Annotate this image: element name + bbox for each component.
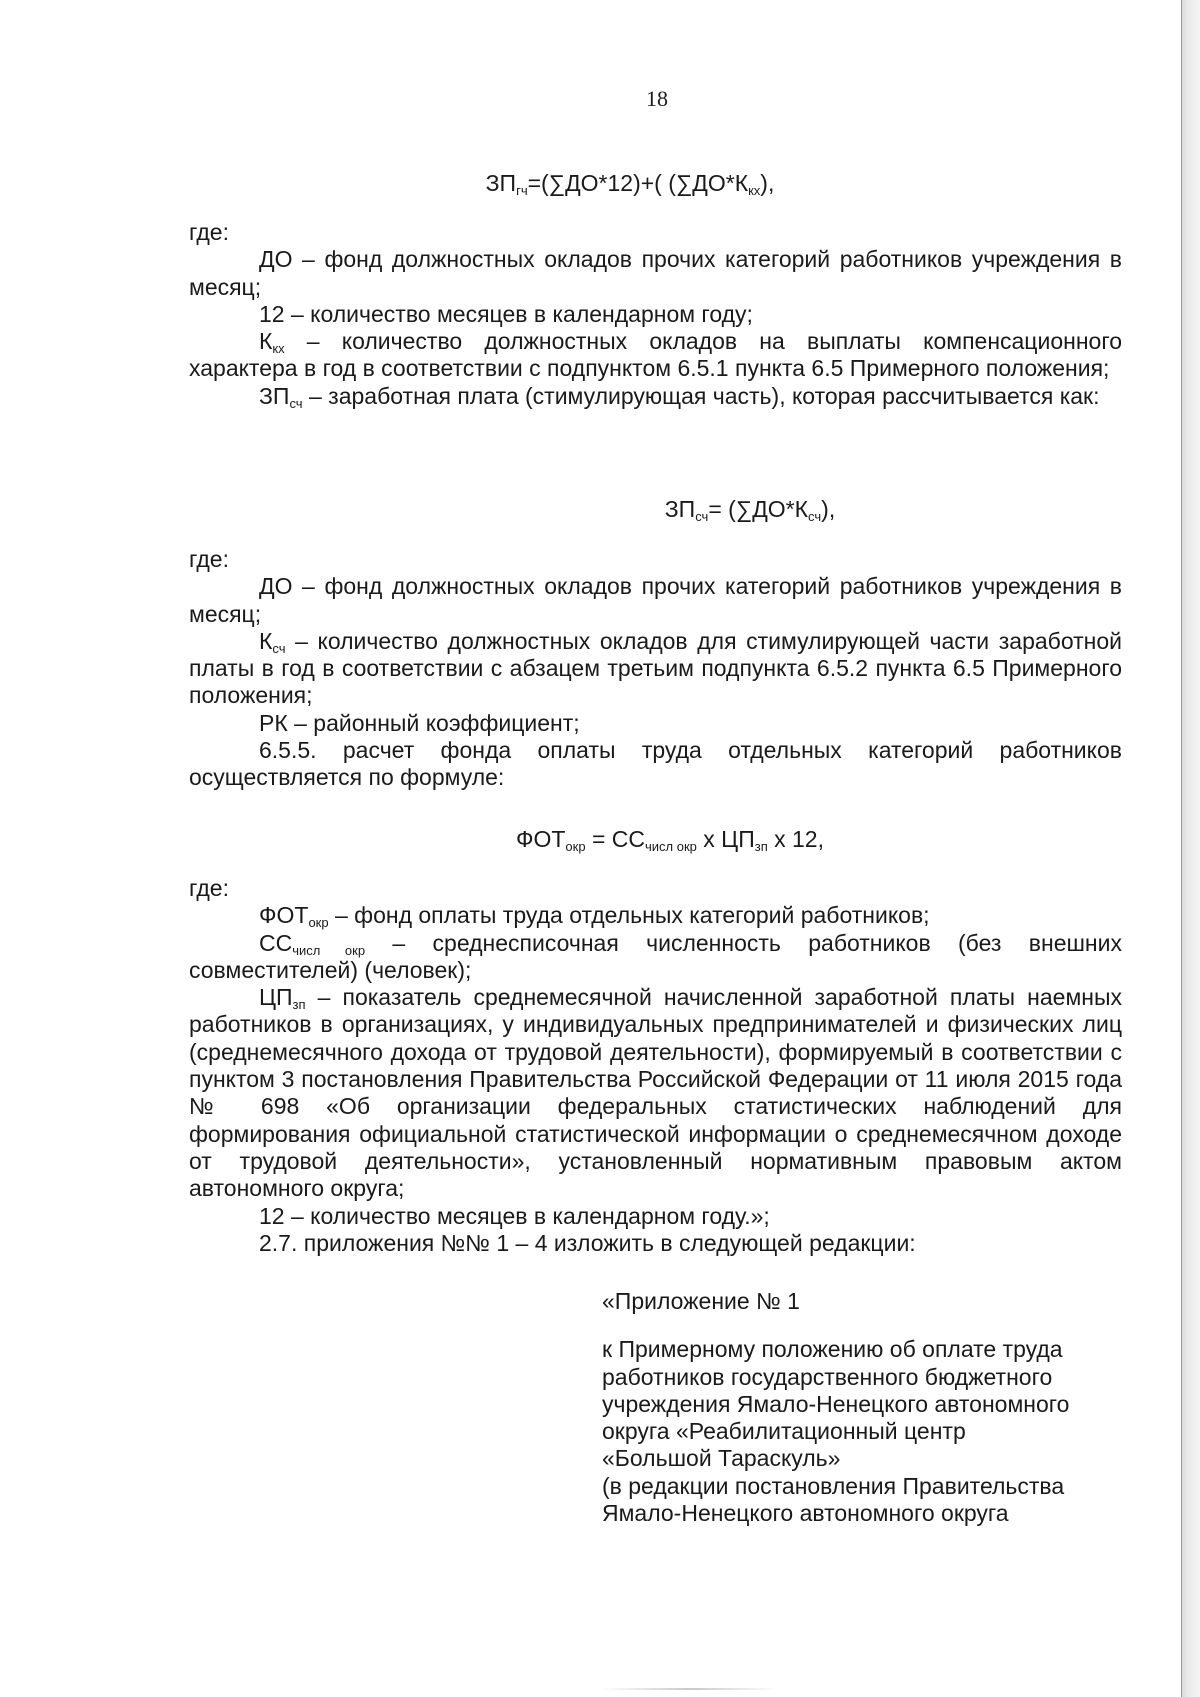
appendix-line: Ямало-Ненецкого автономного округа [602, 1500, 1009, 1527]
formula-symbol: ЗП [664, 496, 696, 522]
appendix-line: округа «Реабилитационный центр [602, 1418, 966, 1445]
definitions-block-1 [189, 219, 1122, 410]
formula-subscript: сч [695, 509, 709, 524]
where-label: где: [189, 219, 229, 245]
appendix-line: учреждения Ямало-Ненецкого автономного [602, 1390, 1070, 1417]
appendix-line: (в редакции постановления Правительства [602, 1472, 1065, 1499]
formula-symbol: ФОТ [515, 826, 566, 852]
formula-symbol: ЗП [485, 170, 517, 196]
clause-6-5-5: 6.5.5. расчет фонда оплаты труда отдельных категорий работников осуществляется по формуле: [189, 737, 1122, 791]
clause-2-7: 2.7. приложения №№ 1 – 4 изложить в следующей редакции: [259, 1229, 916, 1256]
scan-page-edge [1181, 0, 1200, 1697]
definition-k-kx: $К_{кх}$ – количество должностных окладов на выплаты компенсационного характера в год в соответствии с подпунктом 6.5.1 пункта 6.5 Примерного положения; [189, 328, 1122, 382]
formula-zp-gch [150, 170, 1110, 197]
definitions-block-3 [189, 875, 1122, 1257]
formula-subscript: зп [754, 839, 768, 854]
appendix-heading [602, 1288, 1142, 1527]
scan-artifact [600, 1688, 780, 1690]
formula-expression: = (∑ДО*К [708, 496, 809, 522]
formula-subscript: окр [565, 839, 586, 854]
formula-expression: =(∑ДО*12)+( (∑ДО*К [527, 170, 749, 196]
where-label: где: [189, 875, 229, 901]
definition-zp-sch: $ЗП_{сч}$ – заработная плата (стимулирующая часть), которая рассчитывается как: [259, 382, 1100, 411]
definition-do: ДО – фонд должностных окладов прочих категорий работников учреждения в месяц; [189, 246, 1122, 300]
formula-expression: ), [760, 170, 775, 196]
definition-ss-chisl-okr: $СС_{числ окр}$ – среднесписочная численность работников (без внешних совместителей) (человек); [189, 929, 1122, 983]
definition-do: ДО – фонд должностных окладов прочих категорий работников учреждения в месяц; [189, 573, 1122, 627]
formula-subscript: кх [748, 183, 761, 198]
definition-cp-zp: $ЦП_{зп}$ – показатель среднемесячной начисленной заработной платы наемных работников в организациях, у индивидуальных предпринимателей и физических лиц (среднемесячного дохода от трудовой деятельности), формируемый в соответствии с пунктом 3 постановления Правительства Российской Федерации от 11 июля 2015 года № 698 «Об организации федеральных статистических наблюдений для формирования официальной статистической информации о среднемесячном доходе от трудовой деятельности», установленный нормативным правовым актом автономного округа; [189, 984, 1122, 1202]
definition-rk: РК – районный коэффициент; [259, 709, 580, 736]
definition-k-sch: $К_{сч}$ – количество должностных окладов для стимулирующей части заработной платы в год в соответствии с абзацем третьим подпункта 6.5.2 пункта 6.5 Примерного положения; [189, 627, 1122, 709]
formula-expression: = СС [585, 826, 646, 852]
appendix-line: «Большой Тараскуль» [602, 1445, 841, 1472]
definition-fot-okr: $ФОТ_{окр}$ – фонд оплаты труда отдельных категорий работников; [259, 902, 930, 931]
page-number: 18 [646, 86, 668, 111]
appendix-body [602, 1336, 1142, 1527]
definition-12-months: 12 – количество месяцев в календарном году; [259, 300, 753, 327]
appendix-line: работников государственного бюджетного [602, 1363, 1053, 1390]
where-label: где: [189, 546, 229, 572]
definition-12-months: 12 – количество месяцев в календарном году.»; [259, 1202, 770, 1229]
formula-expression: х ЦП [696, 826, 755, 852]
formula-subscript: гч [516, 183, 528, 198]
formula-fot-okr [190, 826, 1150, 853]
formula-zp-sch [270, 496, 1200, 523]
appendix-title: «Приложение № 1 [602, 1288, 800, 1314]
formula-expression: ), [821, 496, 836, 522]
definitions-block-2 [189, 546, 1122, 792]
appendix-line: к Примерному положению об оплате труда [602, 1336, 1063, 1363]
formula-expression: х 12, [767, 826, 824, 852]
formula-subscript: сч [808, 509, 822, 524]
formula-subscript: числ окр [645, 839, 697, 854]
